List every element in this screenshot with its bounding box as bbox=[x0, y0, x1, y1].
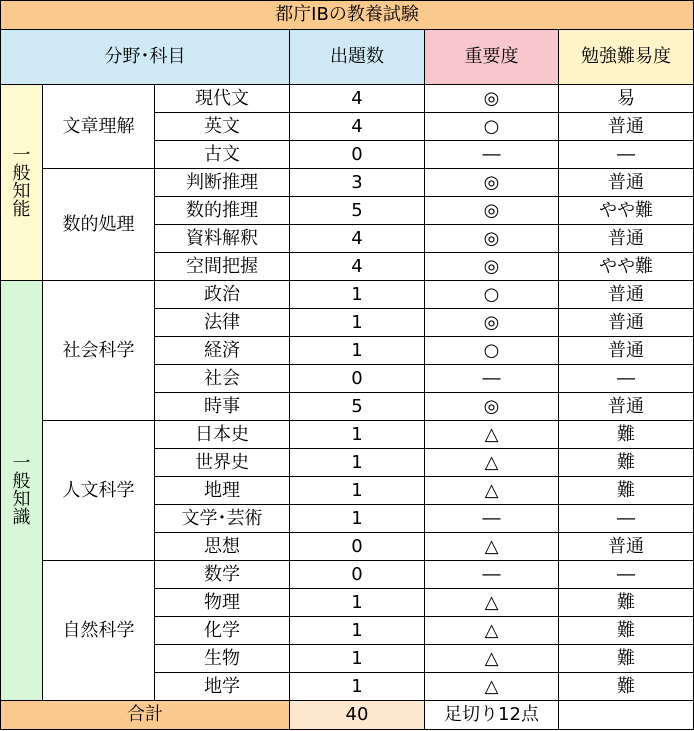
subject-importance: ― bbox=[425, 141, 559, 169]
subject-importance: ― bbox=[425, 505, 559, 533]
subject-difficulty: 難 bbox=[559, 421, 694, 449]
subject-count: 1 bbox=[290, 337, 425, 365]
subject-importance: ◎ bbox=[425, 85, 559, 113]
subject-name: 数的推理 bbox=[155, 197, 290, 225]
subject-importance: △ bbox=[425, 645, 559, 673]
subject-difficulty: ― bbox=[559, 141, 694, 169]
subject-importance: △ bbox=[425, 673, 559, 701]
subject-difficulty: やや難 bbox=[559, 197, 694, 225]
category-label bbox=[1, 281, 43, 701]
subject-count: 1 bbox=[290, 505, 425, 533]
subject-importance: △ bbox=[425, 617, 559, 645]
subject-count: 0 bbox=[290, 561, 425, 589]
subject-importance: ― bbox=[425, 365, 559, 393]
subject-name: 化学 bbox=[155, 617, 290, 645]
subject-difficulty: ― bbox=[559, 365, 694, 393]
subject-importance: △ bbox=[425, 477, 559, 505]
subject-count: 0 bbox=[290, 141, 425, 169]
subject-importance: ― bbox=[425, 561, 559, 589]
subject-difficulty: 難 bbox=[559, 589, 694, 617]
subject-name: 思想 bbox=[155, 533, 290, 561]
total-note: 足切り12点 bbox=[425, 701, 559, 730]
subject-name: 世界史 bbox=[155, 449, 290, 477]
subject-difficulty: 難 bbox=[559, 673, 694, 701]
header-importance: 重要度 bbox=[425, 30, 559, 85]
subject-count: 1 bbox=[290, 617, 425, 645]
group-label: 人文科学 bbox=[43, 421, 155, 561]
subject-difficulty: 普通 bbox=[559, 393, 694, 421]
category-char: 識 bbox=[12, 506, 31, 528]
group-label: 数的処理 bbox=[43, 169, 155, 281]
subject-count: 4 bbox=[290, 225, 425, 253]
subject-count: 1 bbox=[290, 309, 425, 337]
subject-difficulty: やや難 bbox=[559, 253, 694, 281]
subject-difficulty: 普通 bbox=[559, 533, 694, 561]
subject-name: 物理 bbox=[155, 589, 290, 617]
subject-name: 古文 bbox=[155, 141, 290, 169]
header-count: 出題数 bbox=[290, 30, 425, 85]
subject-difficulty: 普通 bbox=[559, 225, 694, 253]
subject-count: 1 bbox=[290, 421, 425, 449]
subject-name: 地理 bbox=[155, 477, 290, 505]
subject-count: 3 bbox=[290, 169, 425, 197]
subject-count: 1 bbox=[290, 589, 425, 617]
table-row bbox=[1, 561, 694, 589]
category-char: 般 bbox=[12, 470, 31, 492]
subject-name: 時事 bbox=[155, 393, 290, 421]
category-char: 知 bbox=[12, 180, 31, 202]
subject-importance: △ bbox=[425, 421, 559, 449]
group-label: 自然科学 bbox=[43, 561, 155, 701]
category-char: 能 bbox=[12, 198, 31, 220]
table-row bbox=[1, 421, 694, 449]
total-label: 合計 bbox=[1, 701, 290, 730]
subject-name: 社会 bbox=[155, 365, 290, 393]
subject-name: 英文 bbox=[155, 113, 290, 141]
subject-difficulty: 易 bbox=[559, 85, 694, 113]
subject-count: 5 bbox=[290, 197, 425, 225]
subject-count: 5 bbox=[290, 393, 425, 421]
category-char: 一 bbox=[12, 452, 31, 474]
subject-difficulty: 普通 bbox=[559, 169, 694, 197]
subject-name: 判断推理 bbox=[155, 169, 290, 197]
subject-name: 法律 bbox=[155, 309, 290, 337]
category-char: 一 bbox=[12, 144, 31, 166]
subject-importance: ◎ bbox=[425, 393, 559, 421]
subject-importance: ◎ bbox=[425, 225, 559, 253]
subject-importance: ○ bbox=[425, 281, 559, 309]
subject-importance: ◎ bbox=[425, 309, 559, 337]
subject-importance: △ bbox=[425, 449, 559, 477]
subject-difficulty: 普通 bbox=[559, 281, 694, 309]
category-char: 知 bbox=[12, 488, 31, 510]
subject-name: 空間把握 bbox=[155, 253, 290, 281]
subject-count: 0 bbox=[290, 365, 425, 393]
subject-count: 0 bbox=[290, 533, 425, 561]
subject-name: 資料解釈 bbox=[155, 225, 290, 253]
header-difficulty: 勉強難易度 bbox=[559, 30, 694, 85]
subject-difficulty: 難 bbox=[559, 645, 694, 673]
table-body bbox=[1, 85, 694, 701]
subject-name: 現代文 bbox=[155, 85, 290, 113]
subject-difficulty: ― bbox=[559, 561, 694, 589]
table-title: 都庁ⅠBの教養試験 bbox=[1, 1, 694, 30]
category-label bbox=[1, 85, 43, 281]
subject-count: 1 bbox=[290, 645, 425, 673]
total-row bbox=[1, 701, 694, 730]
subject-importance: △ bbox=[425, 533, 559, 561]
subject-count: 1 bbox=[290, 477, 425, 505]
subject-importance: ○ bbox=[425, 113, 559, 141]
subject-count: 4 bbox=[290, 85, 425, 113]
subject-difficulty: 普通 bbox=[559, 337, 694, 365]
subject-count: 4 bbox=[290, 113, 425, 141]
header-field: 分野･科目 bbox=[1, 30, 290, 85]
subject-name: 日本史 bbox=[155, 421, 290, 449]
total-blank bbox=[559, 701, 694, 730]
subject-name: 生物 bbox=[155, 645, 290, 673]
subject-difficulty: 難 bbox=[559, 449, 694, 477]
subject-name: 地学 bbox=[155, 673, 290, 701]
subject-importance: ○ bbox=[425, 337, 559, 365]
subject-importance: ◎ bbox=[425, 197, 559, 225]
group-label: 文章理解 bbox=[43, 85, 155, 169]
subject-importance: ◎ bbox=[425, 253, 559, 281]
subject-difficulty: 難 bbox=[559, 477, 694, 505]
subject-difficulty: 難 bbox=[559, 617, 694, 645]
category-char: 般 bbox=[12, 162, 31, 184]
subject-name: 経済 bbox=[155, 337, 290, 365]
table-row bbox=[1, 281, 694, 309]
subject-count: 1 bbox=[290, 281, 425, 309]
subject-count: 4 bbox=[290, 253, 425, 281]
subject-difficulty: 普通 bbox=[559, 309, 694, 337]
subject-difficulty: 普通 bbox=[559, 113, 694, 141]
subject-count: 1 bbox=[290, 673, 425, 701]
table-row bbox=[1, 85, 694, 113]
subject-name: 政治 bbox=[155, 281, 290, 309]
subject-difficulty: ― bbox=[559, 505, 694, 533]
subject-name: 文学･芸術 bbox=[155, 505, 290, 533]
group-label: 社会科学 bbox=[43, 281, 155, 421]
subject-name: 数学 bbox=[155, 561, 290, 589]
table-row bbox=[1, 169, 694, 197]
subject-importance: △ bbox=[425, 589, 559, 617]
subject-count: 1 bbox=[290, 449, 425, 477]
subject-importance: ◎ bbox=[425, 169, 559, 197]
total-count: 40 bbox=[290, 701, 425, 730]
